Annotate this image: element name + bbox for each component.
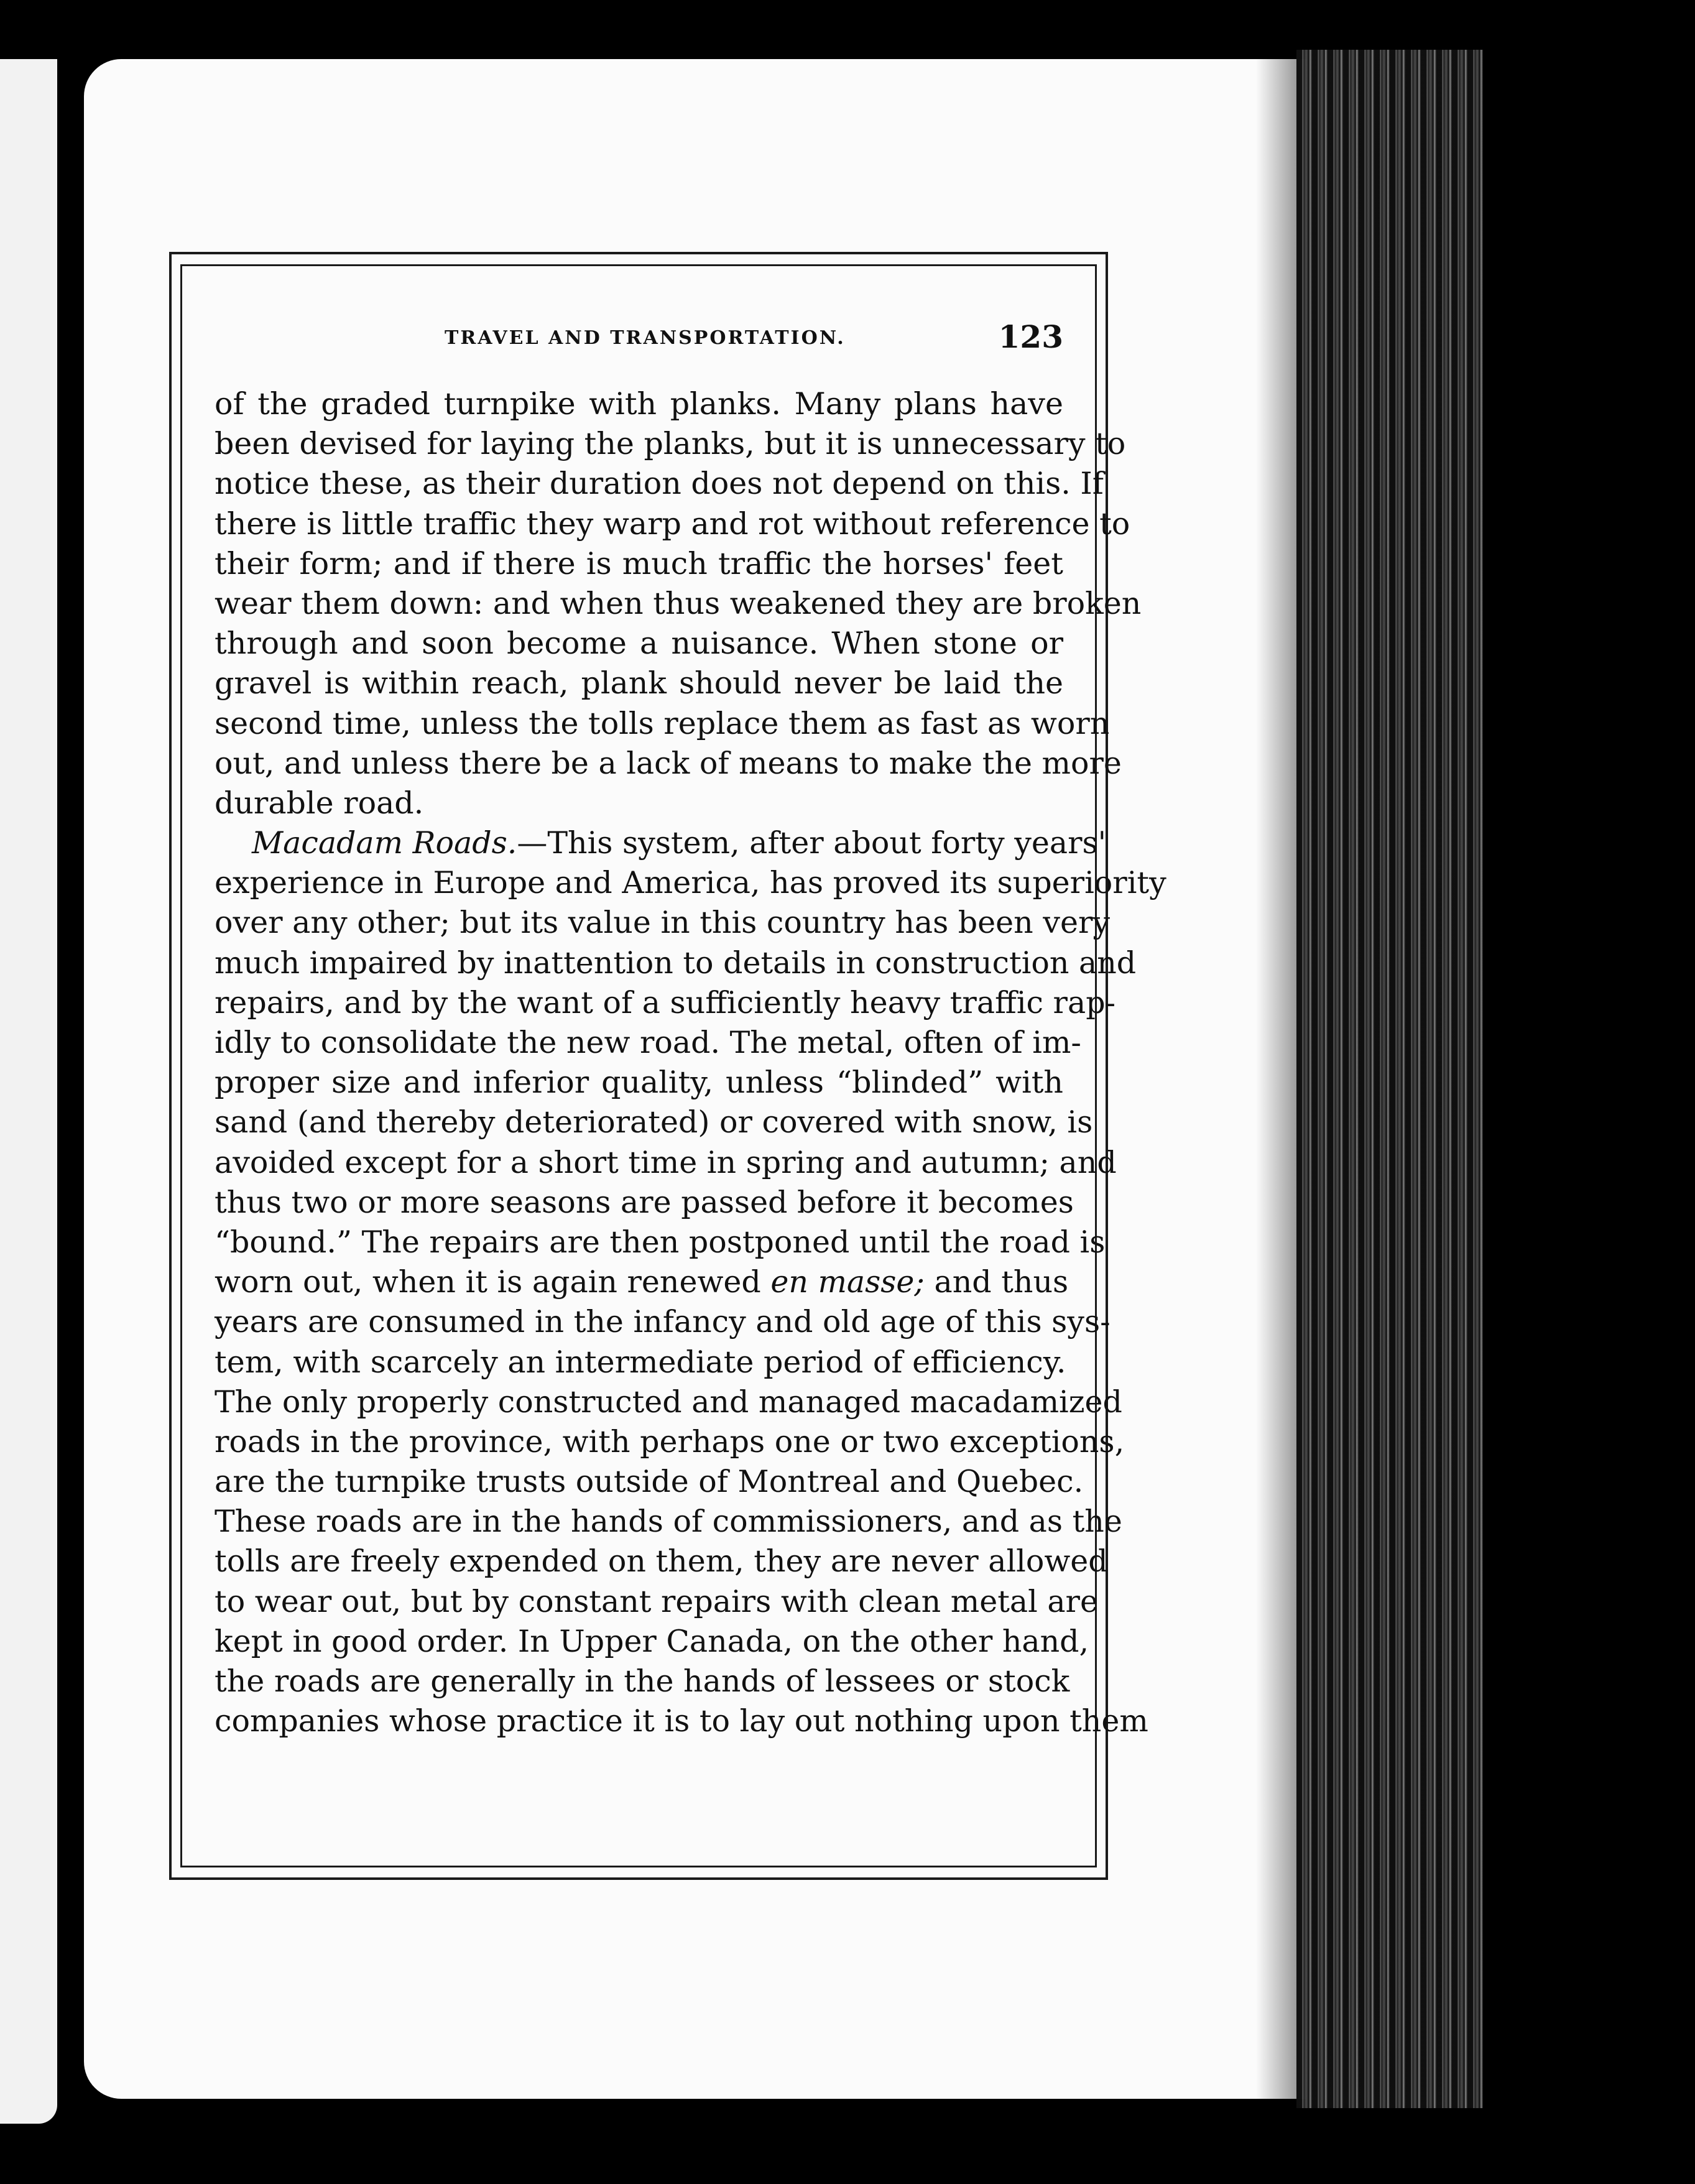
text-line-content: “bound.” The repairs are then postponed until the road is [215,1224,1106,1260]
text-line [215,823,1107,863]
page-header [215,316,1063,359]
text-line-tail: and thus [924,1264,1069,1300]
text-line-content: over any other; but its value in this country has been very [215,905,1111,941]
text-line [215,1302,1111,1342]
text-line [215,1701,1148,1741]
text-line-content: tolls are freely expended on them, they are never allowed [215,1543,1108,1580]
text-line [215,704,1110,744]
text-line-content: notice these, as their duration does not depend on this. If [215,466,1104,502]
italic-phrase: en masse; [770,1264,925,1300]
text-line [215,1183,1074,1223]
text-line-content: The only properly constructed and managed macadamized [215,1384,1122,1420]
text-line-content: there is little traffic they warp and rot without reference to [215,506,1130,542]
text-line [215,504,1130,544]
page-number: 123 [998,318,1063,355]
text-line-content: proper size and inferior quality, unless “blinded” with [215,1065,1063,1101]
text-line-content: are the turnpike trusts outside of Montreal and Quebec. [215,1464,1084,1500]
text-line-content: repairs, and by the want of a sufficiently heavy traffic rap- [215,984,1116,1020]
text-line [215,1063,1063,1103]
running-head: TRAVEL AND TRANSPORTATION. [445,327,846,349]
text-line [215,464,1104,504]
text-line [215,943,1137,983]
text-line [215,384,1063,424]
text-line-content: of the graded turnpike with planks. Many plans have [215,386,1063,422]
text-line-content: their form; and if there is much traffic the horses' feet [215,545,1063,581]
facing-page-edge [0,59,57,2124]
text-line [215,1343,1066,1382]
text-line [215,903,1111,943]
text-line-content: thus two or more seasons are passed before it becomes [215,1184,1074,1220]
text-line-content: gravel is within reach, plank should never be laid the [215,665,1063,701]
text-line [215,1023,1081,1063]
text-line-content: the roads are generally in the hands of lessees or stock [215,1663,1070,1699]
text-line [215,624,1063,664]
text-line-content: kept in good order. In Upper Canada, on the other hand, [215,1623,1089,1659]
text-line-content: —This system, after about forty years' [517,825,1107,861]
text-line [215,1422,1125,1462]
text-line [215,1662,1070,1701]
text-line [215,1622,1089,1662]
text-line-content: out, and unless there be a lack of means to make the more [215,745,1122,781]
text-line-content: avoided except for a short time in spring and autumn; and [215,1144,1117,1180]
text-line-content: roads in the province, with perhaps one or two exceptions, [215,1423,1125,1460]
text-line [215,863,1166,903]
text-line-content: years are consumed in the infancy and old age of this sys- [215,1304,1111,1340]
text-line-content: second time, unless the tolls replace them as fast as worn [215,705,1110,741]
text-line-content: wear them down: and when thus weakened they are broken [215,585,1142,621]
text-line [215,1582,1098,1622]
text-line-content: much impaired by inattention to details in construction and [215,945,1137,981]
section-heading: Macadam Roads. [252,825,517,861]
text-line-content: sand (and thereby deteriorated) or covered with snow, is [215,1104,1093,1141]
text-line [215,744,1122,784]
body-text [215,384,1166,1741]
text-line-content: been devised for laying the planks, but it is unnecessary to [215,426,1126,462]
page-edges [1296,50,1483,2108]
text-line-content: through and soon become a nuisance. When stone or [215,626,1063,662]
text-line [215,1542,1108,1581]
text-line-content: durable road. [215,785,424,821]
text-line-content: to wear out, but by constant repairs with clean metal are [215,1583,1098,1619]
text-line [215,1382,1122,1422]
text-line [215,1462,1084,1502]
text-line [215,584,1142,624]
text-line-content: These roads are in the hands of commissioners, and as the [215,1504,1122,1540]
text-line-content: experience in Europe and America, has proved its superiority [215,865,1166,901]
text-line-content: tem, with scarcely an intermediate period of efficiency. [215,1344,1066,1380]
text-line [215,1223,1106,1262]
text-line [215,1502,1122,1542]
text-line [215,784,1063,823]
text-line [215,1262,1069,1302]
text-line [215,424,1126,464]
text-line [215,1143,1117,1183]
text-line [215,1103,1093,1142]
text-line [215,983,1116,1023]
text-line-content: idly to consolidate the new road. The metal, often of im- [215,1025,1081,1060]
text-line [215,664,1063,703]
text-line-content: companies whose practice it is to lay out nothing upon them [215,1703,1148,1739]
text-line-content: worn out, when it is again renewed [215,1264,771,1300]
text-line [215,544,1063,584]
